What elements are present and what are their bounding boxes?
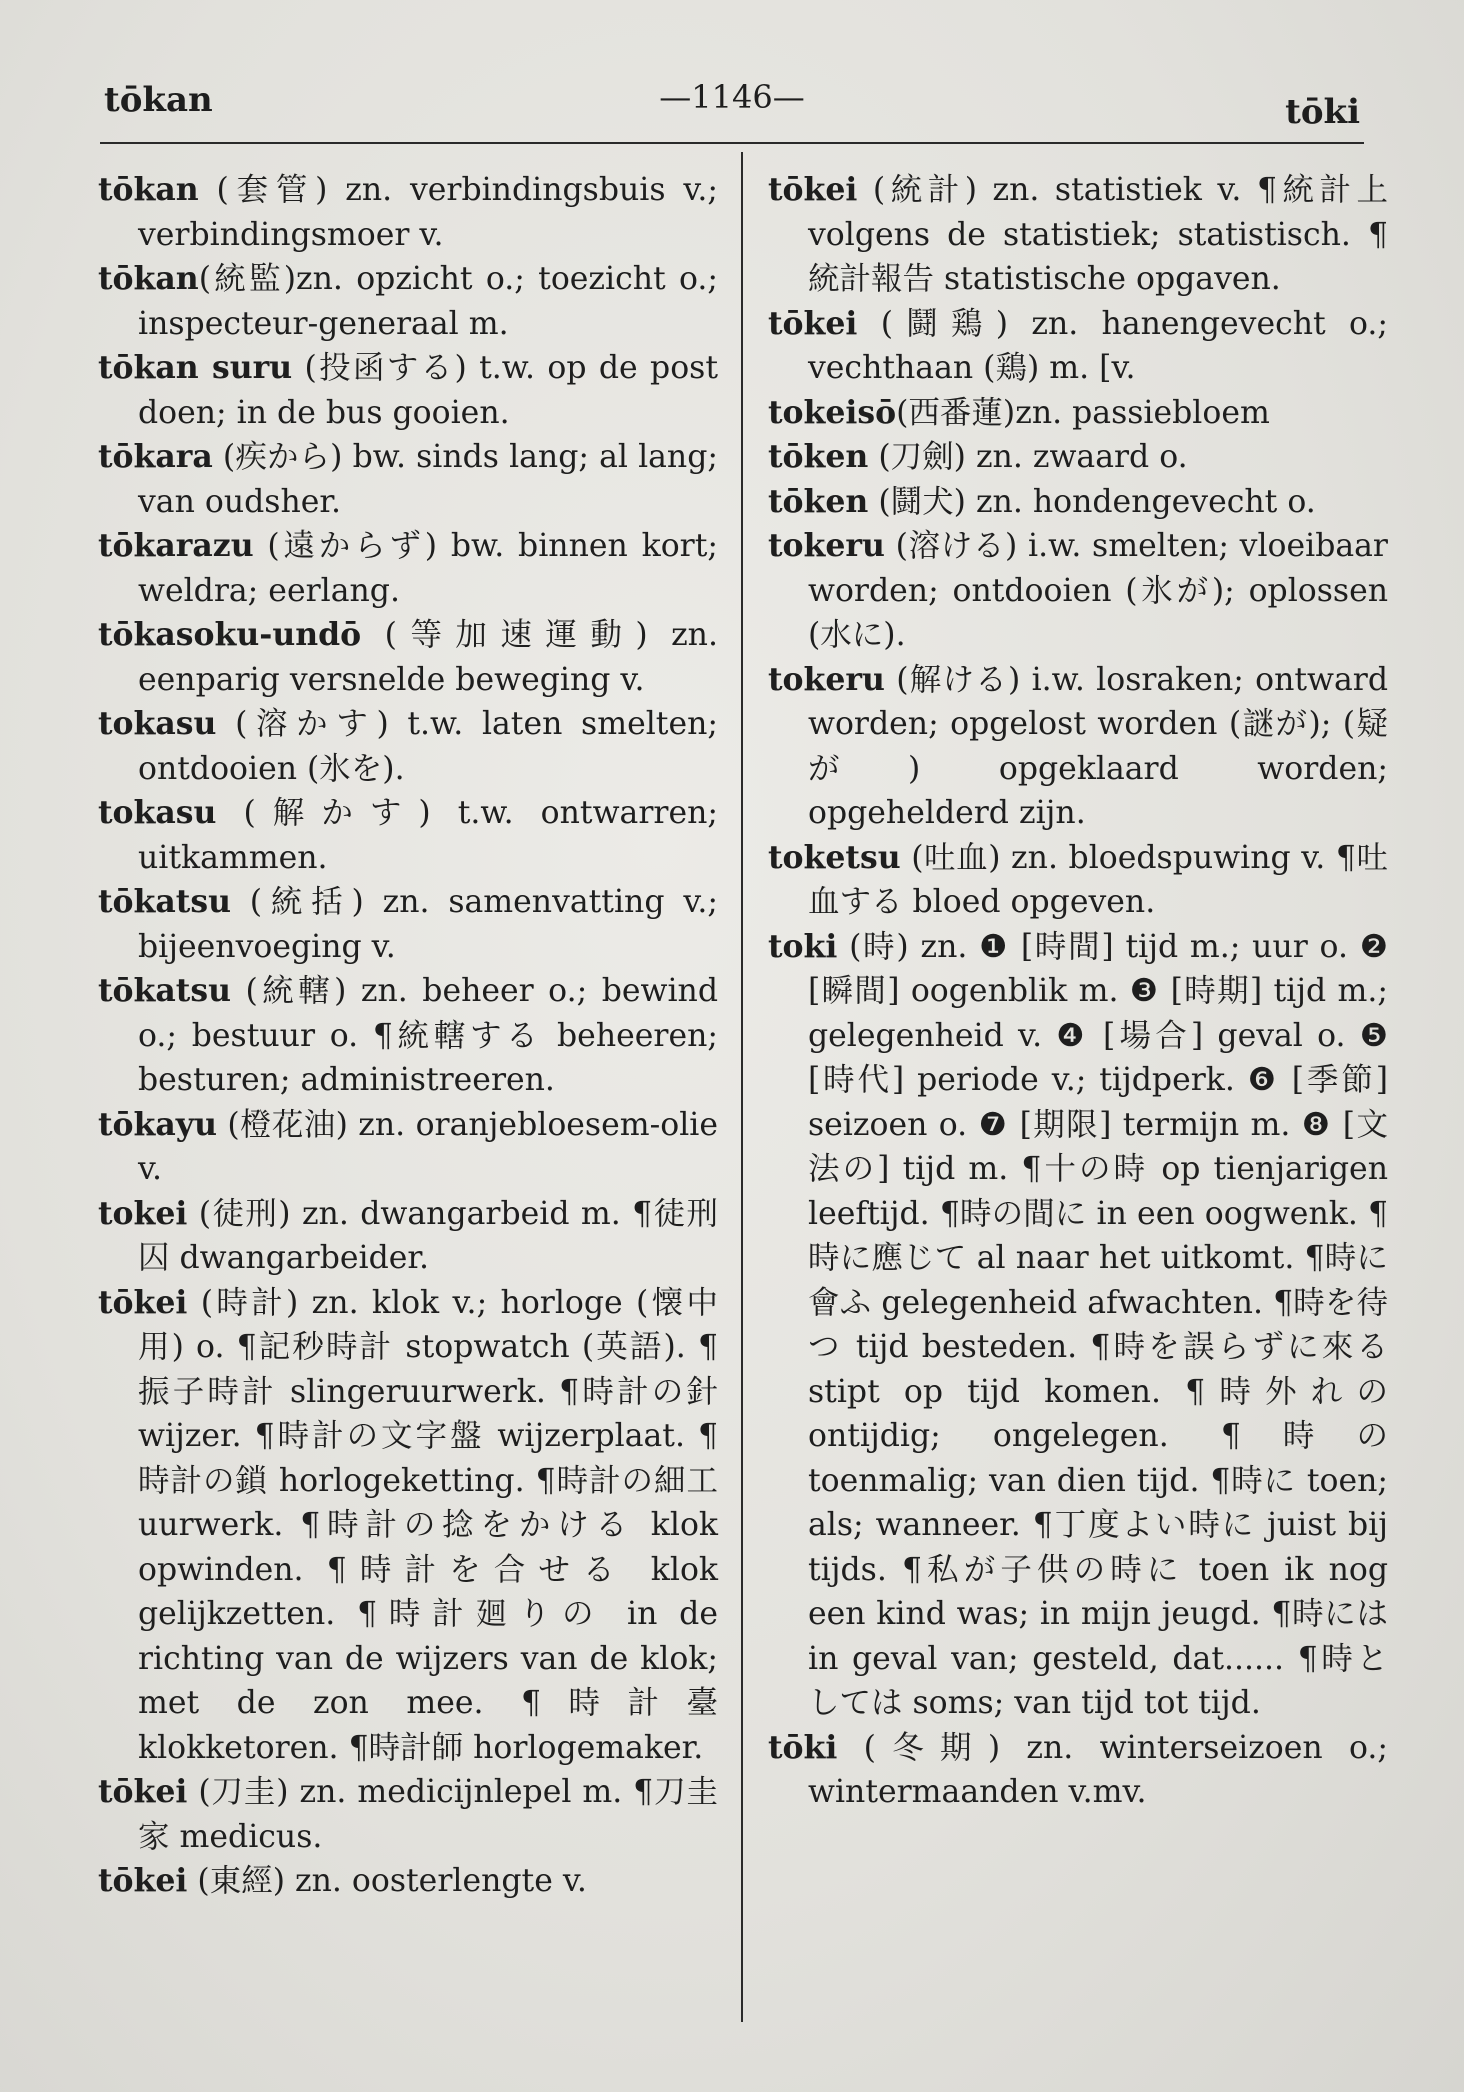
dictionary-entry <box>768 480 1388 525</box>
headword: tōkei <box>98 1283 188 1321</box>
headword: tōkei <box>98 1862 188 1899</box>
entry-body: (溶かす) t.w. laten smelten; ontdooien (氷を). <box>138 706 718 787</box>
header-right-guide-word: tōki <box>1285 92 1360 132</box>
entry-body: (刀劍) zn. zwaard o. <box>868 439 1188 475</box>
dictionary-entry <box>98 1192 718 1281</box>
dictionary-entry <box>98 257 718 346</box>
entry-body: (統括) zn. samenvatting v.; bijeenvoeging v. <box>138 884 718 965</box>
dictionary-entry <box>98 1859 718 1904</box>
headword: tokeisō <box>768 393 897 431</box>
dictionary-entry <box>98 613 718 702</box>
entry-body: (統監)zn. opzicht o.; toezicht o.; inspecteur-generaal m. <box>138 261 718 342</box>
header-left-guide-word: tōkan <box>104 80 213 120</box>
headword: tōkasoku-undō <box>98 616 362 653</box>
dictionary-entry <box>98 880 718 969</box>
dictionary-entry <box>98 791 718 880</box>
dictionary-entry <box>98 702 718 791</box>
dictionary-entry <box>98 1770 718 1859</box>
headword: tōkan suru <box>98 349 293 386</box>
entry-body: (鬪鶏) zn. hanengevecht o.; vechthaan (鶏) m. [v. <box>808 305 1388 386</box>
left-column <box>98 168 718 1904</box>
headword: tokei <box>98 1194 188 1232</box>
entry-body: (等加速運動) zn. eenparig versnelde beweging v. <box>138 617 718 698</box>
headword: tōken <box>768 482 869 520</box>
dictionary-entry <box>768 1726 1388 1815</box>
entry-body: (吐血) zn. bloedspuwing v. ¶吐血する bloed opgeven. <box>808 839 1388 920</box>
dictionary-entry <box>98 969 718 1103</box>
dictionary-entry <box>98 524 718 613</box>
dictionary-entry <box>98 1103 718 1192</box>
dictionary-entry <box>98 435 718 524</box>
headword: tōkatsu <box>98 972 231 1009</box>
headword: tōkan <box>98 171 199 208</box>
dictionary-entry <box>768 168 1388 302</box>
entry-body: (統轄) zn. beheer o.; bewind o.; bestuur o. ¶統轄する beheeren; besturen; administreeren. <box>138 973 718 1098</box>
dictionary-entry <box>768 524 1388 658</box>
dictionary-entry <box>768 925 1388 1726</box>
headword: tokasu <box>98 794 217 831</box>
headword: tōkan <box>98 260 199 297</box>
headword: tōkarazu <box>98 527 254 564</box>
entry-body: (遠からず) bw. binnen kort; weldra; eerlang. <box>138 528 718 609</box>
entry-body: (投函する) t.w. op de post doen; in de bus gooien. <box>138 350 718 431</box>
entry-body: (時計) zn. klok v.; horloge (懐中用) o. ¶記秒時計 stopwatch (英語). ¶振子時計 slingeruurwerk. ¶時計の針 wijzer. ¶時計の文字盤 wijzerplaat. ¶時計の鎖 horlogeketting. ¶時計の細工 uurwerk. ¶時計の捻をかける klok opwinden. ¶時計を合せる klok gelijkzetten. ¶時計廻りの in de richting van de wijzers van de klok; met de zon mee. ¶時計臺 klokketoren. ¶時計師 horlogemaker. <box>138 1284 718 1766</box>
page-number: —1146— <box>659 78 805 116</box>
dictionary-entry <box>768 302 1388 391</box>
headword: tōkayu <box>98 1105 218 1143</box>
entry-body: (東經) zn. oosterlengte v. <box>187 1863 587 1899</box>
headword: tōkei <box>98 1773 188 1810</box>
dictionary-entry <box>98 168 718 257</box>
entry-body: (套管) zn. verbindingsbuis v.; verbindingsmoer v. <box>138 172 718 253</box>
entry-body: (時) zn. ❶ [時間] tijd m.; uur o. ❷ [瞬間] oogenblik m. ❸ [時期] tijd m.; gelegenheid v. ❹ [場合] geval o. ❺ [時代] periode v.; tijdperk. ❻ [季節] seizoen o. ❼ [期限] termijn m. ❽ [文法の] tijd m. ¶十の時 op tienjarigen leeftijd. ¶時の間に in een oogwenk. ¶時に應じて al naar het uitkomt. ¶時に會ふ gelegenheid afwachten. ¶時を待つ tijd besteden. ¶時を誤らずに來る stipt op tijd komen. ¶時外れの ontijdig; ongelegen. ¶時の toenmalig; van dien tijd. ¶時に toen; als; wanneer. ¶丁度よい時に juist bij tijds. ¶私が子供の時に toen ik nog een kind was; in mijn jeugd. ¶時には in geval van; gesteld, dat...... ¶時としては soms; van tijd tot tijd. <box>808 928 1388 1721</box>
entry-body: (鬪犬) zn. hondengevecht o. <box>868 483 1316 520</box>
entry-body: (解かす) t.w. ontwarren; uitkammen. <box>138 795 718 876</box>
dictionary-entry <box>768 391 1388 436</box>
headword: toki <box>768 927 838 965</box>
entry-body: (統計) zn. statistiek v. ¶統計上 volgens de statistiek; statistisch. ¶統計報告 statistische opgaven. <box>808 172 1388 297</box>
page-header <box>100 78 1364 132</box>
headword: toketsu <box>768 838 901 876</box>
headword: tōkei <box>768 304 858 342</box>
headword: tokasu <box>98 705 217 742</box>
dictionary-entry <box>768 658 1388 836</box>
headword: tōken <box>768 438 869 475</box>
entry-body: (解ける) i.w. losraken; ontward worden; opgelost worden (謎が); (疑が) opgeklaard worden; opgehelderd zijn. <box>808 661 1388 831</box>
headword: tōkatsu <box>98 883 231 920</box>
dictionary-entry <box>98 346 718 435</box>
headword: tokeru <box>768 527 885 564</box>
dictionary-entry <box>768 836 1388 925</box>
headword: tōki <box>768 1728 838 1766</box>
header-rule <box>100 142 1364 144</box>
column-divider <box>741 152 743 2022</box>
entry-body: (冬期) zn. winterseizoen o.; wintermaanden v.mv. <box>808 1729 1388 1810</box>
right-column <box>768 168 1388 1815</box>
entry-body: (疾から) bw. sinds lang; al lang; van oudsher. <box>138 439 718 520</box>
entry-body: (溶ける) i.w. smelten; vloeibaar worden; ontdooien (氷が); oplossen (水に). <box>808 528 1388 653</box>
headword: tōkei <box>768 171 858 208</box>
entry-body: (西番蓮)zn. passiebloem <box>896 394 1270 431</box>
headword: tokeru <box>768 660 885 698</box>
dictionary-entry <box>98 1281 718 1771</box>
entry-body: (橙花油) zn. oranjebloesem-olie v. <box>138 1106 718 1187</box>
entry-body: (刀圭) zn. medicijnlepel m. ¶刀圭家 medicus. <box>138 1774 718 1855</box>
headword: tōkara <box>98 438 213 475</box>
dictionary-entry <box>768 435 1388 480</box>
entry-body: (徒刑) zn. dwangarbeid m. ¶徒刑囚 dwangarbeider. <box>138 1195 718 1276</box>
